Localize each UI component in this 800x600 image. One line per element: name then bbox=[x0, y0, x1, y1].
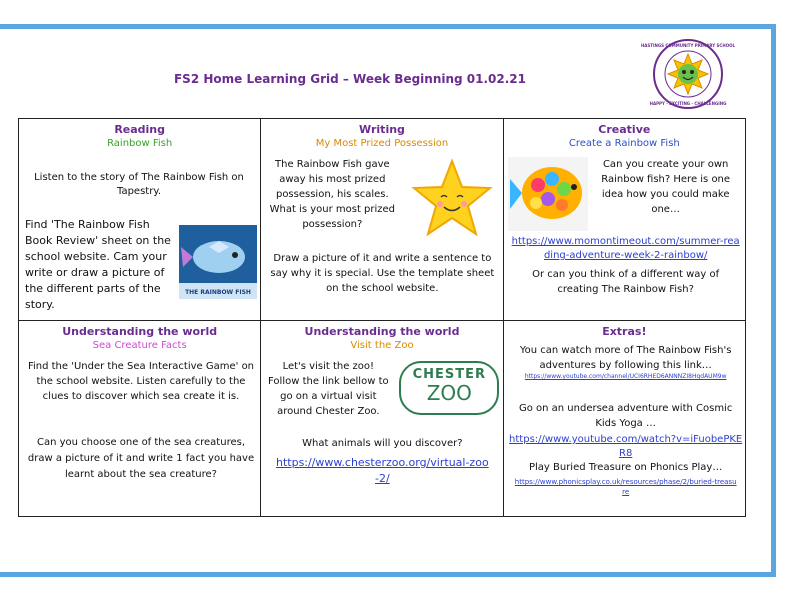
world-zoo-text-1: Let's visit the zoo! Follow the link bellow to go on a virtual visit around Chester Zoo. bbox=[268, 361, 389, 417]
frame-right-border bbox=[771, 24, 776, 577]
rainbow-fish-channel-link[interactable]: https://www.youtube.com/channel/UCI6RHED6ANNNZI8HqdAUM9w bbox=[524, 373, 727, 380]
world-zoo-text-2: What animals will you discover? bbox=[302, 438, 463, 449]
rainbow-fish-book-icon bbox=[179, 225, 257, 299]
writing-text-1: The Rainbow Fish gave away his most prized possession, his scales. What is your most prized possession? bbox=[269, 159, 396, 230]
extras-cell bbox=[503, 321, 745, 517]
learning-grid bbox=[18, 118, 746, 517]
world-facts-text-1: Find the 'Under the Sea Interactive Game' on the school website. Listen carefully to the clues to discover which sea create it is. bbox=[27, 361, 255, 402]
creative-text-1: Can you create your own Rainbow fish? Here is one idea how you could make one… bbox=[601, 159, 731, 215]
logo-ring-text: HASTINGS COMMUNITY PRIMARY SCHOOL bbox=[640, 43, 736, 48]
book-cover-label: THE RAINBOW FISH bbox=[185, 289, 251, 296]
world-zoo-heading: Understanding the world bbox=[304, 325, 460, 338]
chester-zoo-logo-line1: CHESTER bbox=[412, 367, 487, 382]
logo-motto-text: HAPPY · EXCITING · CHALLENGING bbox=[649, 101, 727, 106]
buried-treasure-link[interactable]: https://www.phonicsplay.co.uk/resources/phase/2/buried-treasure bbox=[514, 478, 737, 496]
world-facts-cell bbox=[19, 321, 261, 517]
reading-text-2: Find 'The Rainbow Fish Book Review' sheet on the school website. Cam your write or draw a picture of the different parts of the story. bbox=[25, 218, 171, 311]
creative-cell bbox=[503, 119, 745, 321]
writing-cell bbox=[261, 119, 503, 321]
world-zoo-subheading: Visit the Zoo bbox=[350, 340, 414, 351]
star-icon bbox=[411, 157, 493, 239]
world-facts-heading: Understanding the world bbox=[62, 325, 218, 338]
creative-link[interactable]: https://www.momontimeout.com/summer-reading-adventure-week-2-rainbow/ bbox=[511, 236, 740, 261]
extras-text-2: Go on an undersea adventure with Cosmic Kids Yoga … bbox=[518, 403, 733, 429]
creative-heading: Creative bbox=[598, 123, 651, 136]
creative-subheading: Create a Rainbow Fish bbox=[568, 138, 680, 149]
reading-text-1: Listen to the story of The Rainbow Fish on Tapestry. bbox=[34, 172, 244, 197]
reading-subheading: Rainbow Fish bbox=[107, 138, 173, 149]
school-logo-icon bbox=[640, 38, 736, 110]
world-facts-subheading: Sea Creature Facts bbox=[92, 340, 187, 351]
world-zoo-cell bbox=[261, 321, 503, 517]
cosmic-kids-yoga-link[interactable]: https://www.youtube.com/watch?v=iFuobePKER8 bbox=[509, 434, 743, 459]
frame-bottom-border bbox=[0, 572, 776, 577]
page-title: FS2 Home Learning Grid – Week Beginning 01.02.21 bbox=[173, 72, 527, 86]
writing-text-2: Draw a picture of it and write a sentence to say why it is special. Use the template sheet on the school website. bbox=[270, 253, 495, 294]
chester-zoo-logo-line2: ZOO bbox=[426, 381, 472, 405]
chester-zoo-logo bbox=[399, 361, 499, 415]
creative-text-2: Or can you think of a different way of creating The Rainbow Fish? bbox=[532, 269, 720, 295]
extras-text-3: Play Buried Treasure on Phonics Play… bbox=[528, 462, 723, 473]
world-facts-text-2: Can you choose one of the sea creatures, draw a picture of it and write 1 fact you have learnt about the sea creature? bbox=[27, 437, 255, 480]
writing-subheading: My Most Prized Possession bbox=[315, 138, 449, 149]
extras-text-1: You can watch more of The Rainbow Fish's adventures by following this link… bbox=[519, 345, 732, 371]
reading-cell bbox=[19, 119, 261, 321]
writing-heading: Writing bbox=[359, 123, 405, 136]
extras-heading: Extras! bbox=[602, 325, 647, 338]
rainbow-fish-craft-icon bbox=[508, 157, 588, 231]
chester-zoo-link[interactable]: https://www.chesterzoo.org/virtual-zoo-2/ bbox=[275, 456, 489, 485]
reading-heading: Reading bbox=[114, 123, 166, 136]
frame-top-border bbox=[0, 24, 776, 29]
